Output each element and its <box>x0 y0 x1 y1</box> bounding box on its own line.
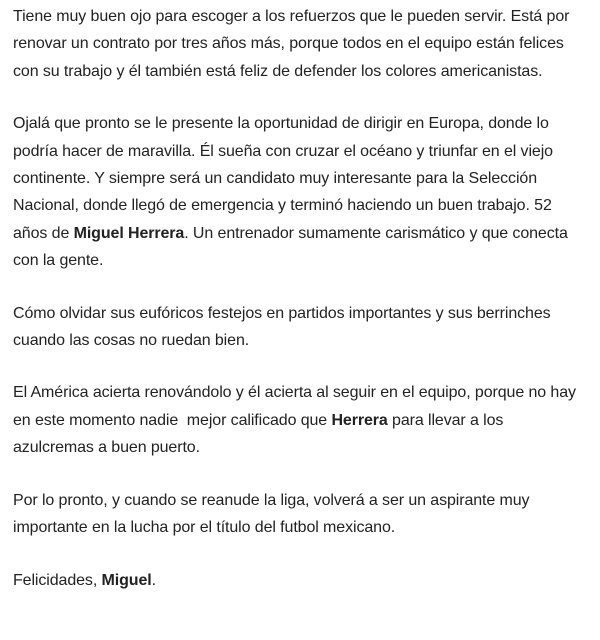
paragraph-6 <box>13 567 588 594</box>
paragraph-1 <box>13 3 588 85</box>
text-run: . Un entrenador sumamente carismático y que conecta con la gente. <box>13 224 568 270</box>
paragraph-4 <box>13 379 588 461</box>
text-run: Cómo olvidar sus eufóricos festejos en partidos importantes y sus berrinches cuando las cosas no ruedan bien. <box>13 304 551 350</box>
paragraph-3 <box>13 300 588 355</box>
bold-name-miguel: Miguel <box>101 571 152 589</box>
text-run: para llevar a los azulcremas a buen puerto. <box>13 411 504 457</box>
paragraph-5 <box>13 487 588 542</box>
text-run: Tiene muy buen ojo para escoger a los refuerzos que le pueden servir. Está por renovar un contrato por tres años más, porque todos en el equipo están felices con su trabajo y él también está feliz de defender los colores americanistas. <box>13 8 570 80</box>
article-body <box>13 3 588 594</box>
text-run: . <box>151 571 156 589</box>
text-run: Ojalá que pronto se le presente la oportunidad de dirigir en Europa, donde lo podría hacer de maravilla. Él sueña con cruzar el océano y triunfar en el viejo continente. Y siempre será un candidato muy interesante para la Selección Nacional, donde llegó de emergencia y terminó haciendo un buen trabajo. 52 años de <box>13 115 553 242</box>
bold-name-miguel-herrera: Miguel Herrera <box>73 224 185 242</box>
text-run: Felicidades, <box>13 571 102 589</box>
paragraph-2 <box>13 110 588 274</box>
text-run: El América acierta renovándolo y él acierta al seguir en el equipo, porque no hay en este momento nadie mejor calificado que <box>13 384 581 429</box>
text-run: Por lo pronto, y cuando se reanude la liga, volverá a ser un aspirante muy importante en la lucha por el título del futbol mexicano. <box>13 491 530 537</box>
bold-name-herrera: Herrera <box>331 411 388 429</box>
